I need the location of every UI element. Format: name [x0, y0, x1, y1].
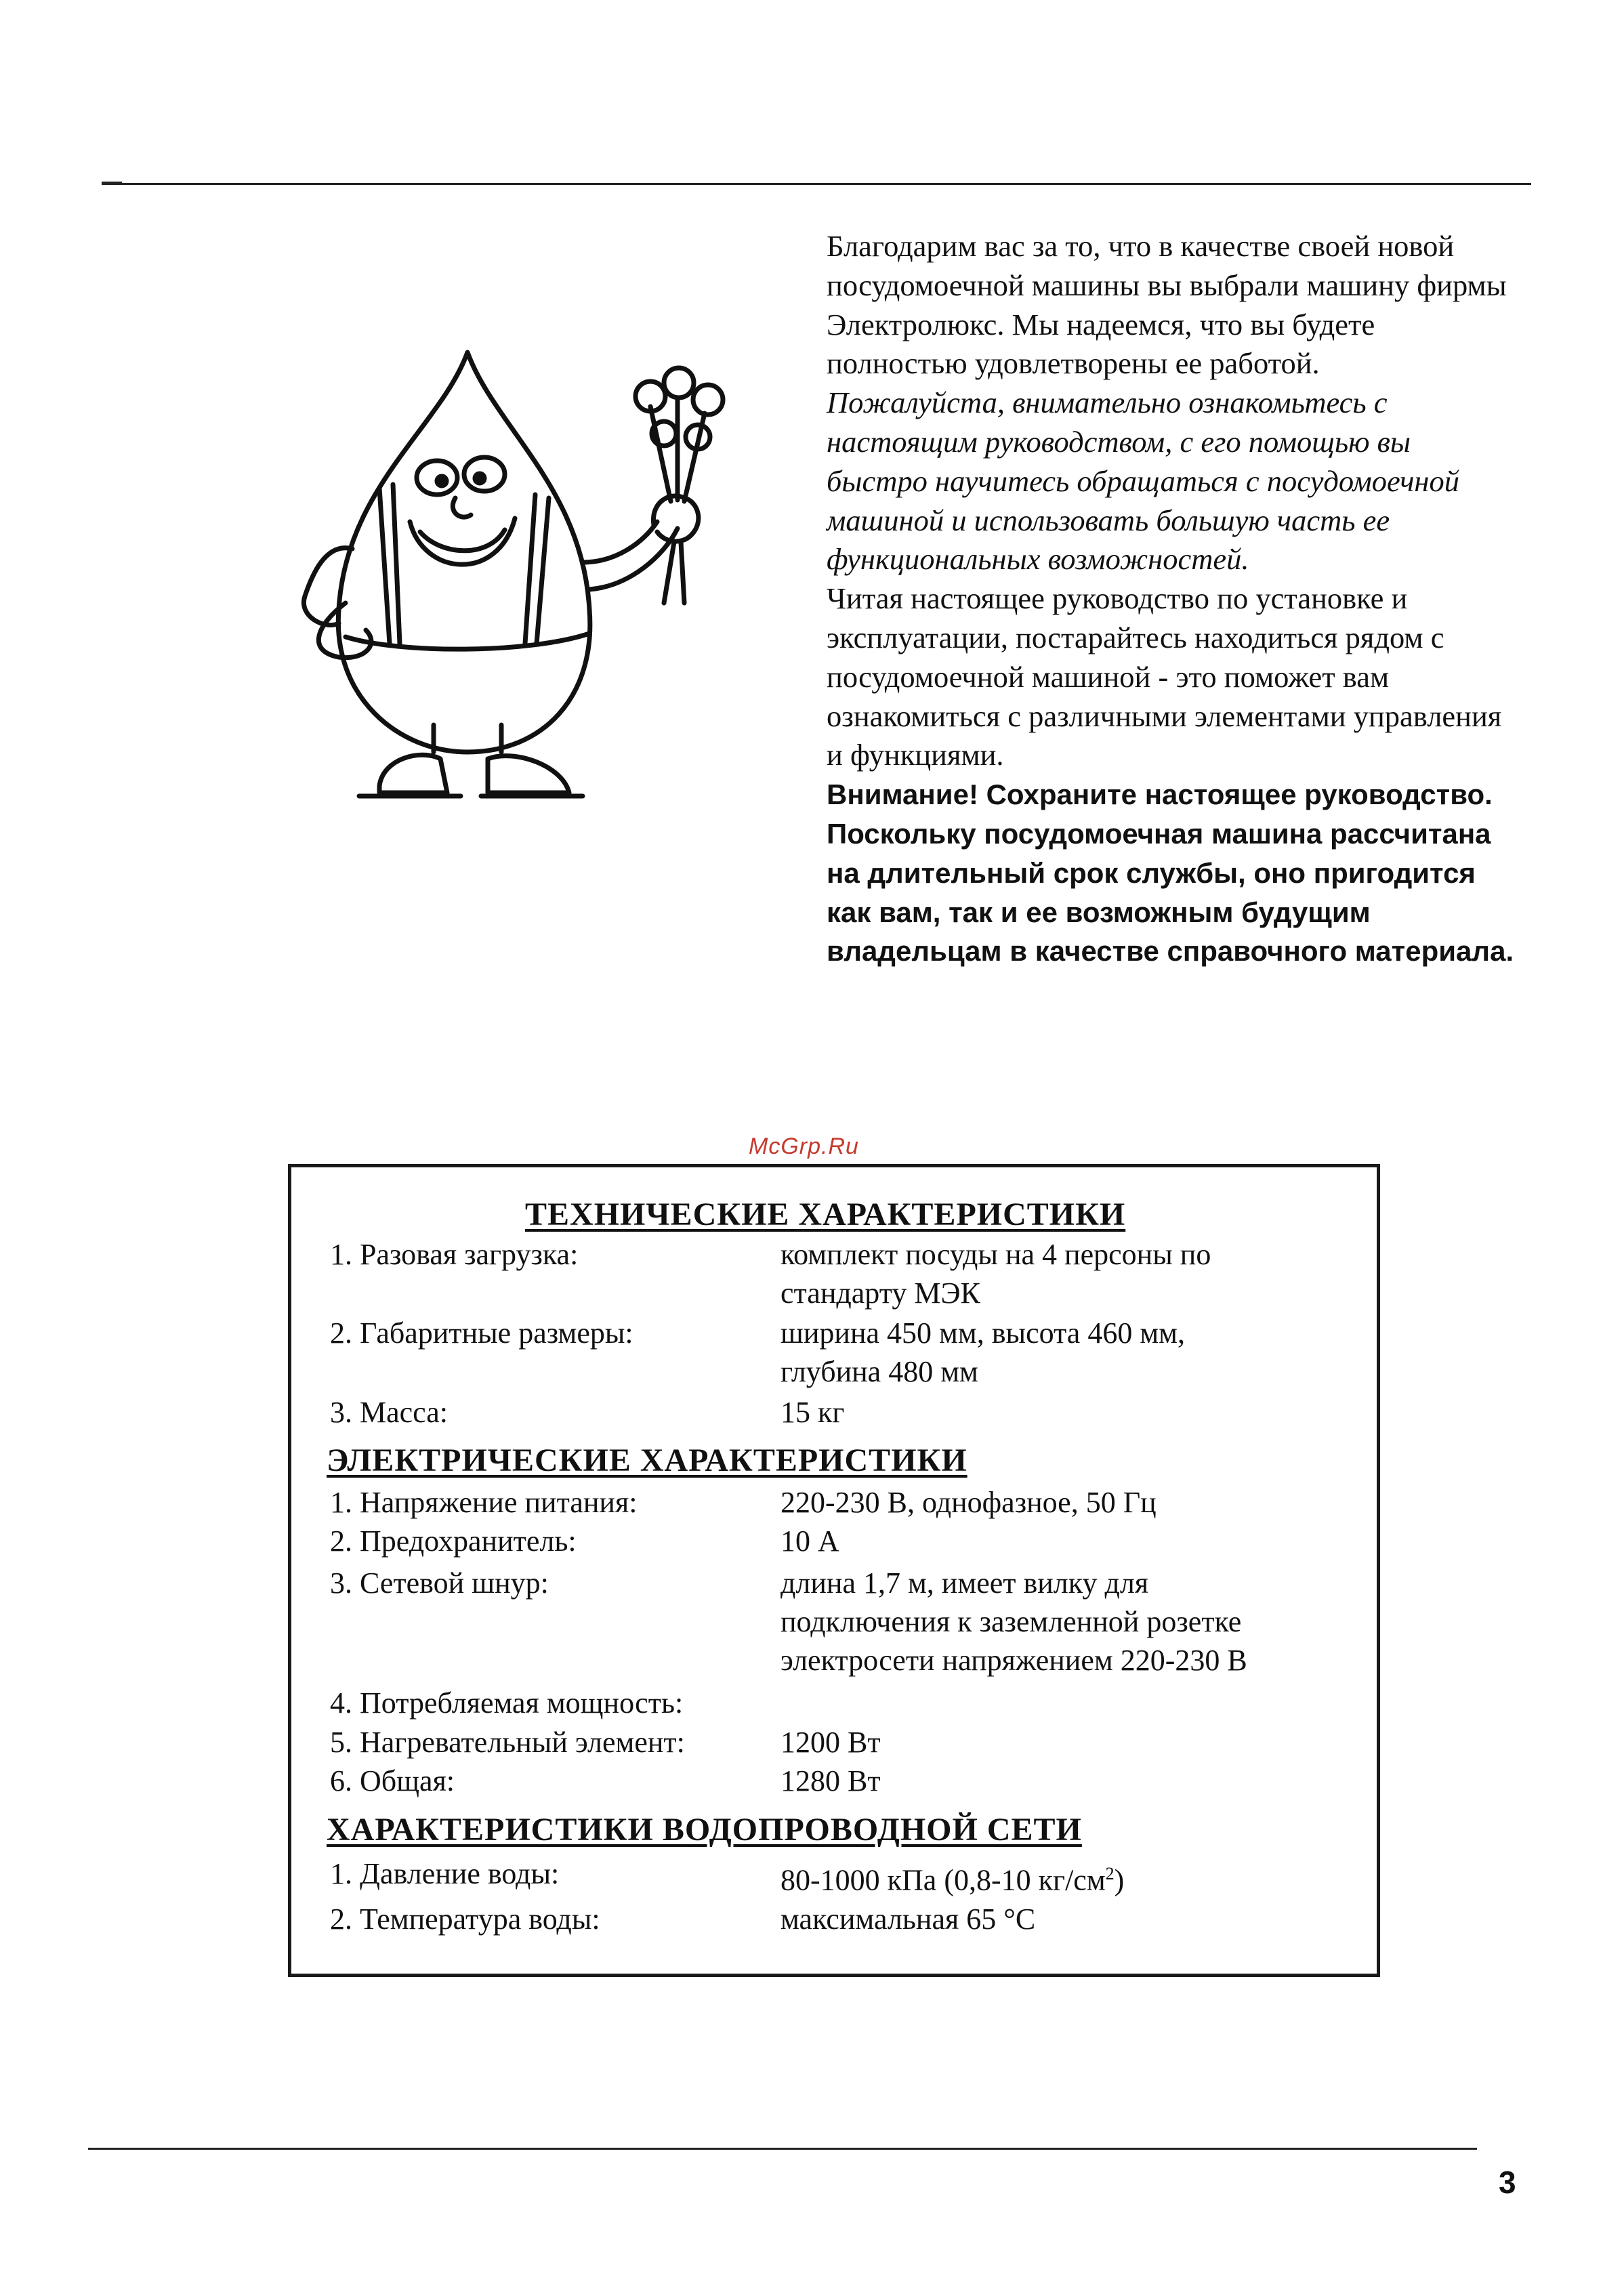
- spec-value: 220-230 В, однофазное, 50 Гц: [780, 1486, 1157, 1519]
- header-rule: [102, 183, 1531, 185]
- spec-value: комплект посуды на 4 персоны по стандарту МЭК: [780, 1238, 1211, 1310]
- water-heading: ХАРАКТЕРИСТИКИ ВОДОПРОВОДНОЙ СЕТИ: [327, 1812, 1082, 1848]
- spec-label: 1. Давление воды:: [330, 1857, 560, 1890]
- intro-paragraph-please-read: Пожалуйста, внимательно ознакомьтесь с настоящим руководством, с его помощью вы быстро научитесь обращаться с посудомоечной машиной и использовать большую часть ее функциональных возможностей.: [827, 386, 1460, 577]
- spec-label: 1. Разовая загрузка:: [330, 1238, 579, 1271]
- footer-rule: [88, 2148, 1477, 2150]
- spec-label: 3. Масса:: [330, 1396, 449, 1429]
- spec-value: ширина 450 мм, высота 460 мм, глубина 480 мм: [780, 1316, 1186, 1388]
- spec-value: 80-1000 кПа (0,8-10 $кг/см^2$): [780, 1863, 1125, 1897]
- spec-label: 2. Температура воды:: [330, 1902, 600, 1936]
- spec-value: 10 А: [780, 1524, 839, 1558]
- intro-paragraph-warning: Внимание! Сохраните настоящее руководство. Поскольку посудомоечная машина рассчитана на длительный срок службы, оно пригодится как вам, так и ее возможным будущим владельцам в качестве справочного материала.: [827, 778, 1514, 967]
- specifications-box: [288, 1164, 1380, 1977]
- technical-heading: ТЕХНИЧЕСКИЕ ХАРАКТЕРИСТИКИ: [525, 1196, 1126, 1232]
- spec-value: длина 1,7 м, имеет вилку для подключения к заземленной розетке электросети напряжением 220-230 В: [780, 1566, 1247, 1677]
- spec-value: максимальная 65 °С: [780, 1902, 1036, 1936]
- spec-label: 3. Сетевой шнур:: [330, 1566, 549, 1600]
- intro-paragraph-thanks: Благодарим вас за то, что в качестве своей новой посудомоечной машины вы выбрали машину фирмы Электролюкс. Мы надеемся, что вы будете полностью удовлетворены ее работой.: [827, 229, 1507, 381]
- water-drop-mascot-illustration: [264, 318, 766, 806]
- spec-label: 2. Предохранитель:: [330, 1524, 577, 1558]
- spec-value: 1280 Вт: [780, 1764, 881, 1797]
- electrical-heading: ЭЛЕКТРИЧЕСКИЕ ХАРАКТЕРИСТИКИ: [327, 1442, 967, 1478]
- spec-label: 6. Общая:: [330, 1764, 455, 1797]
- watermark: McGrp.Ru: [749, 1133, 859, 1159]
- intro-paragraph-reading-tip: Читая настоящее руководство по установке и эксплуатации, постарайтесь находиться рядом с посудомоечной машиной - это поможет вам ознакомиться с различными элементами управления и функциями.: [827, 581, 1502, 772]
- spec-label: 5. Нагревательный элемент:: [330, 1726, 685, 1759]
- page-number: 3: [1499, 2165, 1516, 2200]
- spec-value: 1200 Вт: [780, 1726, 881, 1759]
- spec-label: 1. Напряжение питания:: [330, 1486, 638, 1519]
- spec-label: 2. Габаритные размеры:: [330, 1316, 633, 1350]
- spec-label: 4. Потребляемая мощность:: [330, 1686, 684, 1720]
- spec-value: 15 кг: [780, 1396, 845, 1429]
- intro-text: [827, 227, 1518, 971]
